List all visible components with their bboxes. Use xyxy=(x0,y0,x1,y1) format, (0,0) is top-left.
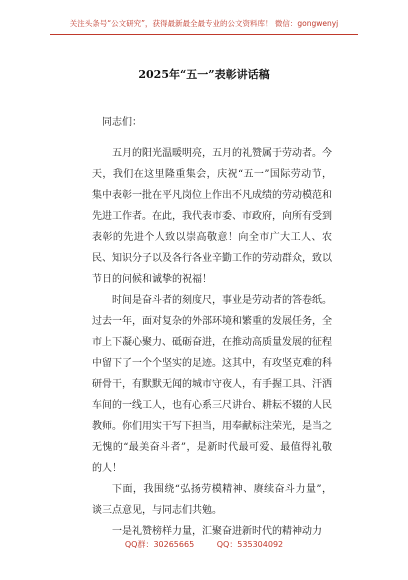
salutation: 同志们： xyxy=(102,117,142,128)
footer-qq: QQ：535304092 xyxy=(216,540,284,549)
page-title: 2025年“五一”表彰讲话稿 xyxy=(138,68,270,81)
document-body xyxy=(92,112,332,542)
paragraph-4: 一是礼赞榜样力量，汇聚奋进新时代的精神动力 xyxy=(112,526,322,537)
header-divider xyxy=(50,34,358,35)
paragraph-1: 五月的阳光温暖明亮，五月的礼赞属于劳动者。今天，我们在这里隆重集会，庆祝“五一”国际劳动节，集中表彰一批在平凡岗位上作出不凡成绩的劳动模范和先进工作者。在此，我代表市委、市政府，向所有受到表彰的先进个人致以崇高敬意！向全市广大工人、农民、知识分子以及各行各业辛勤工作的劳动群众，致以节日的问候和诚挚的祝福！ xyxy=(92,148,332,285)
paragraph-2: 时间是奋斗者的刻度尺，事业是劳动者的答卷纸。过去一年，面对复杂的外部环境和繁重的发展任务，全市上下凝心聚力、砥砺奋进，在推动高质量发展的征程中留下了一个个坚实的足迹。这其中，有攻坚克难的科研骨干，有默默无闻的城市守夜人，有手握工具、汗洒车间的一线工人，也有心系三尺讲台、耕耘不辍的人民教师。你们用实干写下担当，用奉献标注荣光，是当之无愧的“最美奋斗者”，是新时代最可爱、最值得礼敬的人！ xyxy=(92,295,332,474)
footer-qq-group: QQ群：30265665 xyxy=(124,540,195,549)
paragraph-3: 下面，我围绕“弘扬劳模精神、赓续奋斗力量”，谈三点意见，与同志们共勉。 xyxy=(92,484,332,516)
footer-contact xyxy=(0,539,408,550)
header-promo-note: 关注头条号“公文研究”，获得最新最全最专业的公文资料库！ 微信：gongwenyj xyxy=(69,19,339,28)
